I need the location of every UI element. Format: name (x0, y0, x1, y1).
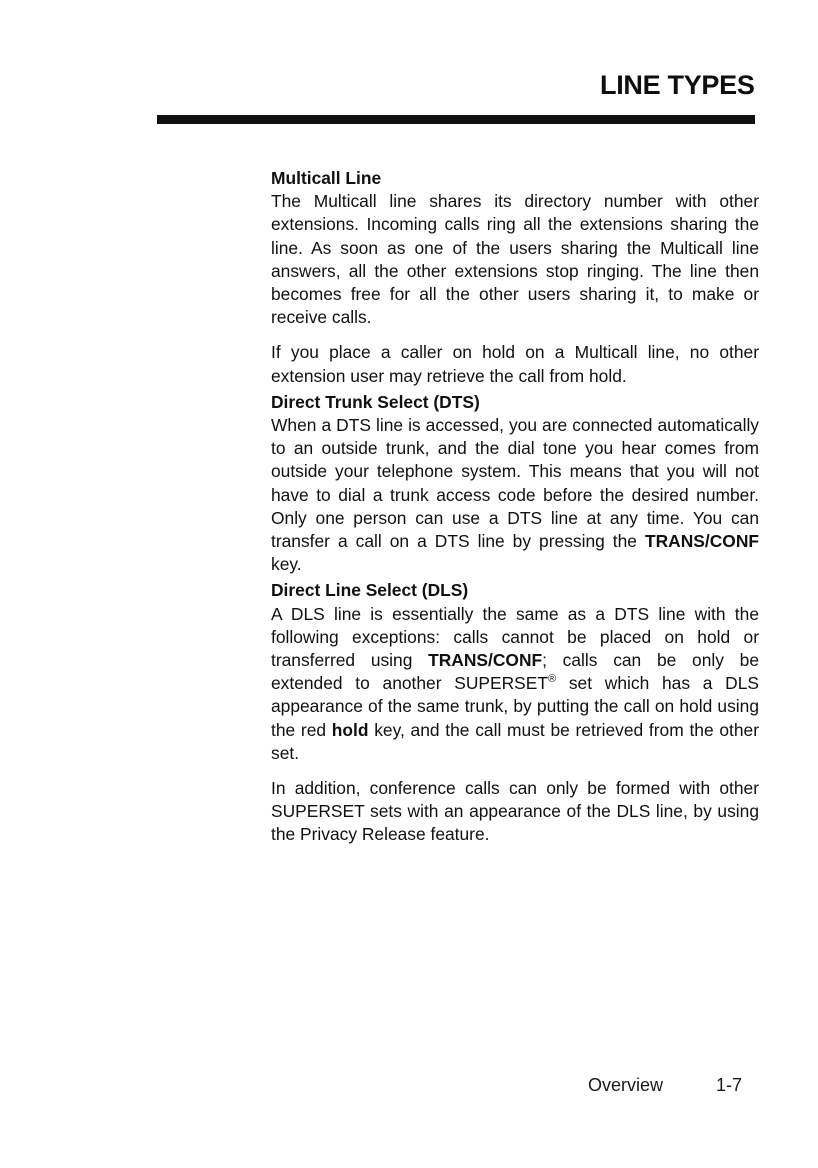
trans-conf-key: TRANS/CONF (428, 650, 543, 671)
multicall-heading: Multicall Line (271, 168, 382, 188)
multicall-paragraph-1: The Multicall line shares its directory number with other extensions. Incoming calls ring all the extensions sharing the line. As soon as one of the users sharing the Multicall line answers, all the other extensions stop ringing. The line then becomes free for all the other users sharing it, to make or receive calls. (271, 191, 759, 328)
registered-mark: ® (548, 673, 557, 686)
hold-key: hold (331, 719, 369, 740)
dls-heading: Direct Line Select (DLS) (271, 580, 469, 601)
footer-section-name: Overview (588, 1075, 664, 1095)
dts-text: When a DTS line is accessed, you are connected automatically to an outside trunk, and the dial tone you hear comes from outside your telephone system. This means that you will not have to dial a trunk access code before the desired number. Only one person can use a DTS line at any time. You can transfer a call on a DTS line by pressing the (271, 415, 759, 552)
dls-text-d: key, and the call must be retrieved from the other set. (271, 719, 759, 763)
dls-text-c: set which has a DLS appearance of the same trunk, by putting the call on hold using the red (271, 673, 759, 740)
dls-paragraph-2: In addition, conference calls can only be formed with other SUPERSET sets with an appearance of the DLS line, by using the Privacy Release feature. (271, 778, 759, 845)
dls-text-a: A DLS line is essentially the same as a DTS line with the following exceptions: calls cannot be placed on hold or transferred using (271, 603, 759, 671)
dls-text-b: ; calls can be only be extended to another SUPERSET (271, 650, 759, 694)
page-number: 1-7 (716, 1075, 743, 1095)
dts-heading: Direct Trunk Select (DTS) (271, 391, 480, 412)
page-title: LINE TYPES (600, 70, 755, 100)
main-content (271, 167, 759, 847)
trans-conf-key: TRANS/CONF (645, 531, 759, 552)
dts-paragraph (271, 414, 759, 576)
dls-paragraph-1 (271, 603, 759, 765)
title-rule (157, 115, 755, 124)
dts-text-tail: key. (271, 554, 302, 575)
multicall-paragraph-2: If you place a caller on hold on a Multicall line, no other extension user may retrieve the call from hold. (271, 342, 759, 386)
